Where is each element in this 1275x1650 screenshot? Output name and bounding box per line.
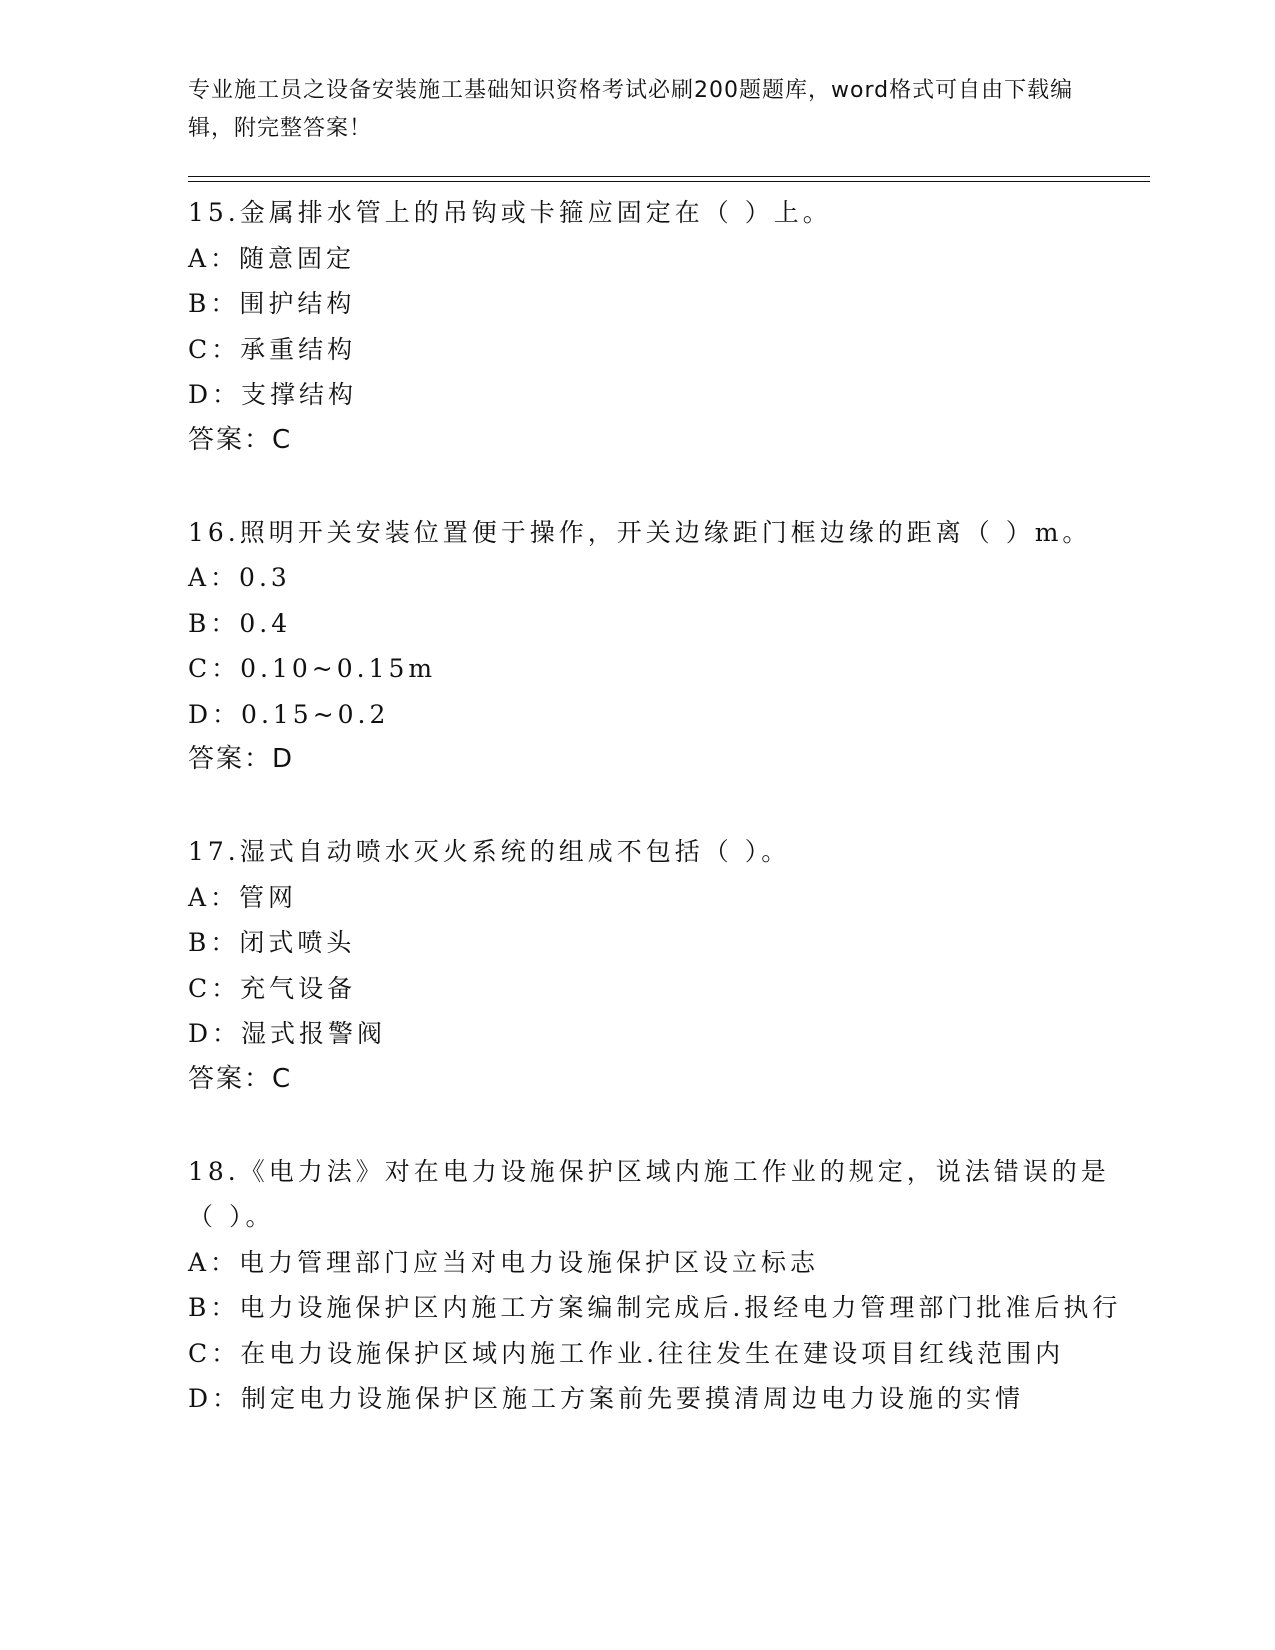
option-b: B：围护结构: [188, 289, 356, 318]
option-d: D：制定电力设施保护区施工方案前先要摸清周边电力设施的实情: [188, 1384, 1025, 1413]
answer-line: 答案：D: [188, 744, 295, 774]
answer-line: 答案：C: [188, 1063, 293, 1094]
question-list: [188, 190, 1138, 1469]
question-text: 15.金属排水管上的吊钩或卡箍应固定在（ ）上。: [188, 198, 832, 227]
question-17: [188, 829, 1138, 1102]
option-c: C：0.10~0.15m: [188, 654, 437, 683]
option-d: D：湿式报警阀: [188, 1019, 387, 1048]
question-15: [188, 190, 1138, 463]
question-18: [188, 1149, 1138, 1422]
option-b: B：闭式喷头: [188, 928, 356, 957]
option-a: A：管网: [188, 882, 298, 912]
header-divider-top: [188, 176, 1150, 177]
option-a: A：随意固定: [188, 243, 356, 273]
option-b: B：0.4: [188, 608, 292, 638]
document-header: 专业施工员之设备安装施工基础知识资格考试必刷200题题库，word格式可自由下载编辑，附完整答案！: [188, 78, 1074, 141]
header-divider-bottom: [188, 181, 1150, 182]
question-text: 18.《电力法》对在电力设施保护区域内施工作业的规定，说法错误的是（ ）。: [188, 1156, 1110, 1231]
option-c: C：在电力设施保护区域内施工作业.往往发生在建设项目红线范围内: [188, 1338, 1065, 1368]
option-c: C：充气设备: [188, 973, 357, 1003]
option-b: B：电力设施保护区内施工方案编制完成后.报经电力管理部门批准后执行: [188, 1293, 1122, 1322]
option-d: D：支撑结构: [188, 380, 358, 409]
option-d: D：0.15~0.2: [188, 699, 390, 729]
question-16: [188, 510, 1138, 783]
question-text: 17.湿式自动喷水灭火系统的组成不包括（ ）。: [188, 837, 791, 866]
question-text: 16.照明开关安装位置便于操作，开关边缘距门框边缘的距离（ ）m。: [188, 517, 1092, 547]
option-a: A：电力管理部门应当对电力设施保护区设立标志: [188, 1247, 820, 1277]
option-a: A：0.3: [188, 563, 291, 592]
option-c: C：承重结构: [188, 334, 357, 364]
answer-line: 答案：C: [188, 424, 293, 455]
